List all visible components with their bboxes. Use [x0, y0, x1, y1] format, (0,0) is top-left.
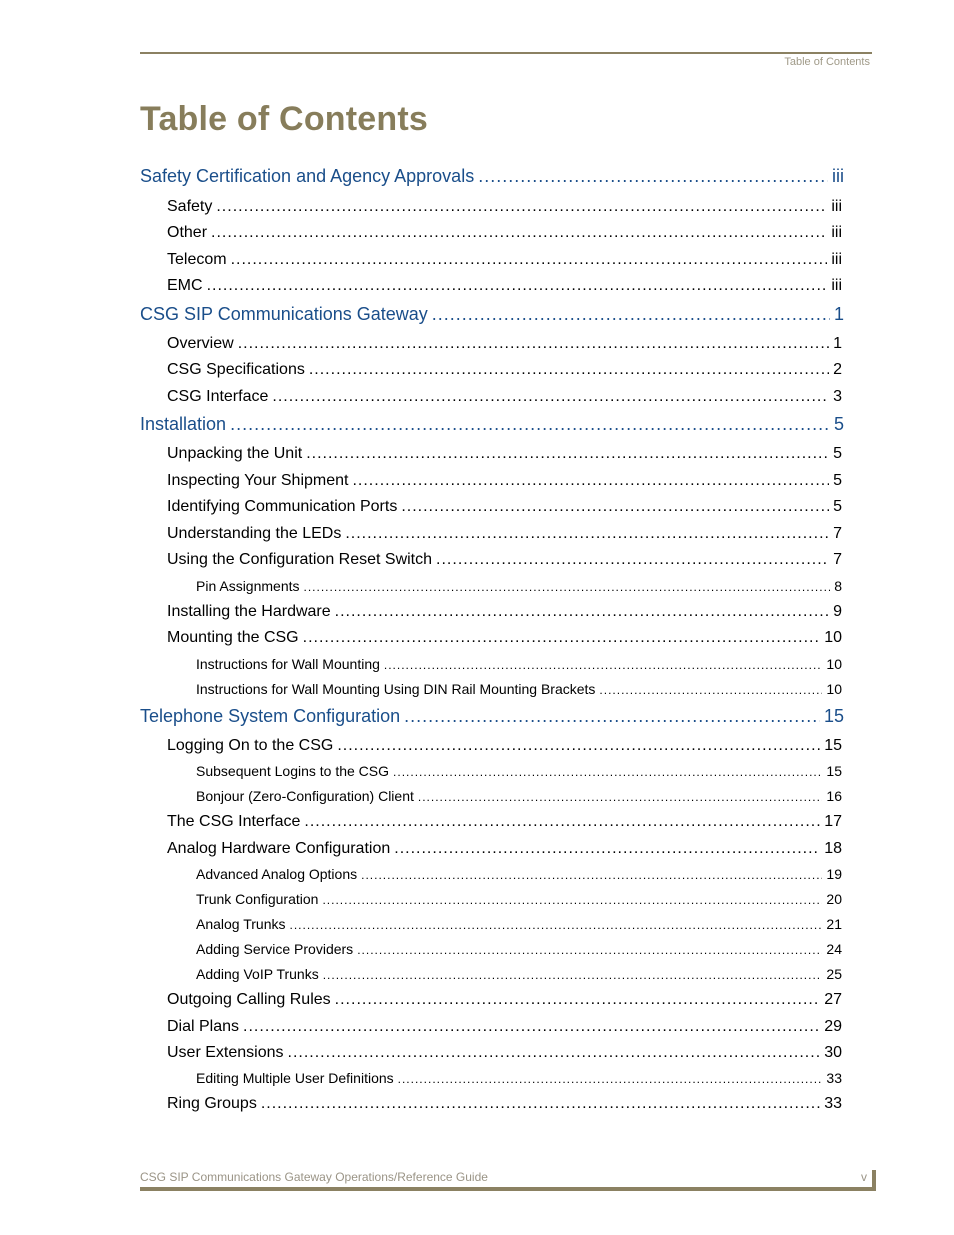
- toc-entry-label: Safety: [167, 198, 213, 215]
- toc-entry[interactable]: [167, 277, 842, 295]
- toc-entry[interactable]: [167, 472, 842, 490]
- dot-leader: [303, 629, 821, 647]
- toc-entry[interactable]: [167, 991, 842, 1009]
- dot-leader: [337, 737, 820, 755]
- dot-leader: [335, 991, 821, 1009]
- footer-page-number: v: [861, 1170, 867, 1184]
- dot-leader: [352, 472, 829, 490]
- toc-entry-label: CSG Interface: [167, 388, 269, 405]
- toc-entry[interactable]: [167, 1044, 842, 1062]
- toc-entry-label: Outgoing Calling Rules: [167, 991, 331, 1008]
- toc-entry[interactable]: [167, 361, 842, 379]
- dot-leader: [599, 683, 822, 697]
- page-title: Table of Contents: [140, 100, 428, 138]
- toc-entry-page: 10: [824, 629, 842, 646]
- toc-entry-page: iii: [831, 224, 842, 241]
- dot-leader: [394, 840, 820, 858]
- toc-entry-label: Ring Groups: [167, 1095, 257, 1112]
- toc-subentry[interactable]: [196, 966, 842, 982]
- toc-entry-page: iii: [831, 277, 842, 294]
- toc-subentry[interactable]: [196, 941, 842, 957]
- toc-entry-label: Telecom: [167, 251, 227, 268]
- toc-entry-page: 20: [826, 891, 842, 907]
- toc-subentry[interactable]: [196, 866, 842, 882]
- toc-entry-label: User Extensions: [167, 1044, 284, 1061]
- dot-leader: [398, 1072, 823, 1086]
- dot-leader: [309, 361, 829, 379]
- toc-entry-page: 16: [826, 788, 842, 804]
- toc-entry-page: 3: [833, 388, 842, 405]
- toc-entry-label: Editing Multiple User Definitions: [196, 1070, 394, 1086]
- toc-entry-page: 9: [833, 603, 842, 620]
- toc-entry[interactable]: [167, 335, 842, 353]
- dot-leader: [335, 603, 829, 621]
- toc-entry-label: Mounting the CSG: [167, 629, 299, 646]
- toc-entry[interactable]: [167, 813, 842, 831]
- toc-entry-page: 33: [824, 1095, 842, 1112]
- toc-entry-page: 30: [824, 1044, 842, 1061]
- toc-entry-page: iii: [831, 198, 842, 215]
- dot-leader: [322, 893, 822, 907]
- toc-entry-page: 17: [824, 813, 842, 830]
- dot-leader: [357, 943, 822, 957]
- toc-entry-label: Other: [167, 224, 208, 241]
- toc-entry-label: Bonjour (Zero-Configuration) Client: [196, 788, 414, 804]
- toc-entry-label: Installing the Hardware: [167, 603, 331, 620]
- toc-entry-page: 10: [826, 656, 842, 672]
- dot-leader: [401, 498, 829, 516]
- dot-leader: [288, 1044, 821, 1062]
- dot-leader: [231, 251, 828, 269]
- dot-leader: [361, 868, 822, 882]
- toc-entry-page: 19: [826, 866, 842, 882]
- toc-entry-page: 21: [826, 916, 842, 932]
- toc-entry-label: Instructions for Wall Mounting Using DIN Rail Mounting Brackets: [196, 681, 596, 697]
- toc-entry-label: Safety Certification and Agency Approvals: [140, 166, 475, 186]
- toc-entry-page: iii: [831, 251, 842, 268]
- toc-entry-label: Installation: [140, 414, 227, 434]
- dot-leader: [216, 198, 827, 216]
- toc-entry-page: 15: [824, 737, 842, 754]
- toc-entry-label: Using the Configuration Reset Switch: [167, 551, 433, 568]
- toc-entry[interactable]: [167, 1018, 842, 1036]
- toc-section-entry[interactable]: [140, 414, 844, 435]
- toc-entry[interactable]: [167, 737, 842, 755]
- toc-entry-page: 15: [826, 763, 842, 779]
- toc-entry[interactable]: [167, 498, 842, 516]
- running-header: Table of Contents: [784, 56, 870, 68]
- toc-entry-label: Identifying Communication Ports: [167, 498, 398, 515]
- toc-entry-page: 5: [833, 445, 842, 462]
- toc-entry-label: Dial Plans: [167, 1018, 240, 1035]
- dot-leader: [261, 1095, 820, 1113]
- toc-entry[interactable]: [167, 525, 842, 543]
- dot-leader: [290, 918, 823, 932]
- toc-entry-page: 18: [824, 840, 842, 857]
- toc-entry-page: 25: [826, 966, 842, 982]
- toc-entry[interactable]: [167, 551, 842, 569]
- toc-entry-label: CSG Specifications: [167, 361, 305, 378]
- toc-entry-label: EMC: [167, 277, 203, 294]
- dot-leader: [436, 551, 829, 569]
- dot-leader: [323, 968, 823, 982]
- dot-leader: [243, 1018, 820, 1036]
- toc-entry-label: Telephone System Configuration: [140, 706, 401, 726]
- dot-leader: [304, 580, 831, 594]
- toc-entry[interactable]: [167, 388, 842, 406]
- toc-entry-label: The CSG Interface: [167, 813, 301, 830]
- toc-entry-label: Trunk Configuration: [196, 891, 319, 907]
- toc-entry[interactable]: [167, 198, 842, 216]
- toc-entry-page: 1: [833, 304, 844, 324]
- toc-section-entry[interactable]: [140, 304, 844, 325]
- toc-entry-label: Subsequent Logins to the CSG: [196, 763, 390, 779]
- toc-entry-page: 2: [833, 361, 842, 378]
- toc-entry[interactable]: [167, 840, 842, 858]
- dot-leader: [306, 445, 829, 463]
- toc-entry-page: 10: [826, 681, 842, 697]
- toc-entry-page: 8: [834, 578, 842, 594]
- toc-entry-label: Adding Service Providers: [196, 941, 354, 957]
- toc-entry-page: 7: [833, 525, 842, 542]
- toc-entry[interactable]: [167, 251, 842, 269]
- toc-entry-page: 5: [833, 472, 842, 489]
- dot-leader: [345, 525, 829, 543]
- toc-subentry[interactable]: [196, 788, 842, 804]
- dot-leader: [304, 813, 820, 831]
- toc-entry[interactable]: [167, 224, 842, 242]
- toc-section-entry[interactable]: [140, 166, 844, 187]
- dot-leader: [238, 335, 829, 353]
- toc-section-entry[interactable]: [140, 706, 844, 727]
- footer-guide-title: CSG SIP Communications Gateway Operations/Reference Guide: [140, 1170, 488, 1184]
- toc-entry-label: Analog Hardware Configuration: [167, 840, 391, 857]
- footer-rule: [140, 1187, 876, 1191]
- toc-entry-page: iii: [832, 166, 844, 186]
- toc-subentry[interactable]: [196, 578, 842, 594]
- toc-subentry[interactable]: [196, 681, 842, 697]
- toc-entry-label: Instructions for Wall Mounting: [196, 656, 380, 672]
- toc-subentry[interactable]: [196, 763, 842, 779]
- toc-entry-page: 1: [833, 335, 842, 352]
- toc-entry-page: 7: [833, 551, 842, 568]
- toc-subentry[interactable]: [196, 656, 842, 672]
- toc-subentry[interactable]: [196, 891, 842, 907]
- toc-entry-page: 5: [833, 414, 844, 434]
- dot-leader: [272, 388, 829, 406]
- toc-entry-page: 33: [826, 1070, 842, 1086]
- dot-leader: [432, 304, 830, 325]
- toc-entry-label: Understanding the LEDs: [167, 525, 342, 542]
- dot-leader: [393, 765, 822, 779]
- dot-leader: [207, 277, 828, 295]
- toc-subentry[interactable]: [196, 916, 842, 932]
- dot-leader: [384, 658, 823, 672]
- toc-entry-label: Inspecting Your Shipment: [167, 472, 349, 489]
- toc-subentry[interactable]: [196, 1070, 842, 1086]
- toc-entry-label: CSG SIP Communications Gateway: [140, 304, 428, 324]
- footer-rule-tick: [872, 1170, 876, 1191]
- dot-leader: [478, 166, 828, 187]
- toc-entry-label: Unpacking the Unit: [167, 445, 303, 462]
- toc-entry-label: Logging On to the CSG: [167, 737, 334, 754]
- dot-leader: [404, 706, 820, 727]
- dot-leader: [230, 414, 830, 435]
- toc-entry-label: Analog Trunks: [196, 916, 286, 932]
- dot-leader: [211, 224, 827, 242]
- toc-entry-label: Advanced Analog Options: [196, 866, 358, 882]
- dot-leader: [418, 790, 823, 804]
- toc-entry-page: 15: [823, 706, 844, 726]
- toc-entry[interactable]: [167, 1095, 842, 1113]
- toc-entry-page: 27: [824, 991, 842, 1008]
- toc-entry-page: 24: [826, 941, 842, 957]
- toc-entry[interactable]: [167, 629, 842, 647]
- toc-entry-label: Overview: [167, 335, 234, 352]
- toc-entry-label: Adding VoIP Trunks: [196, 966, 319, 982]
- toc-entry[interactable]: [167, 603, 842, 621]
- toc-entry-label: Pin Assignments: [196, 578, 300, 594]
- toc-entry-page: 5: [833, 498, 842, 515]
- toc-entry-page: 29: [824, 1018, 842, 1035]
- toc-entry[interactable]: [167, 445, 842, 463]
